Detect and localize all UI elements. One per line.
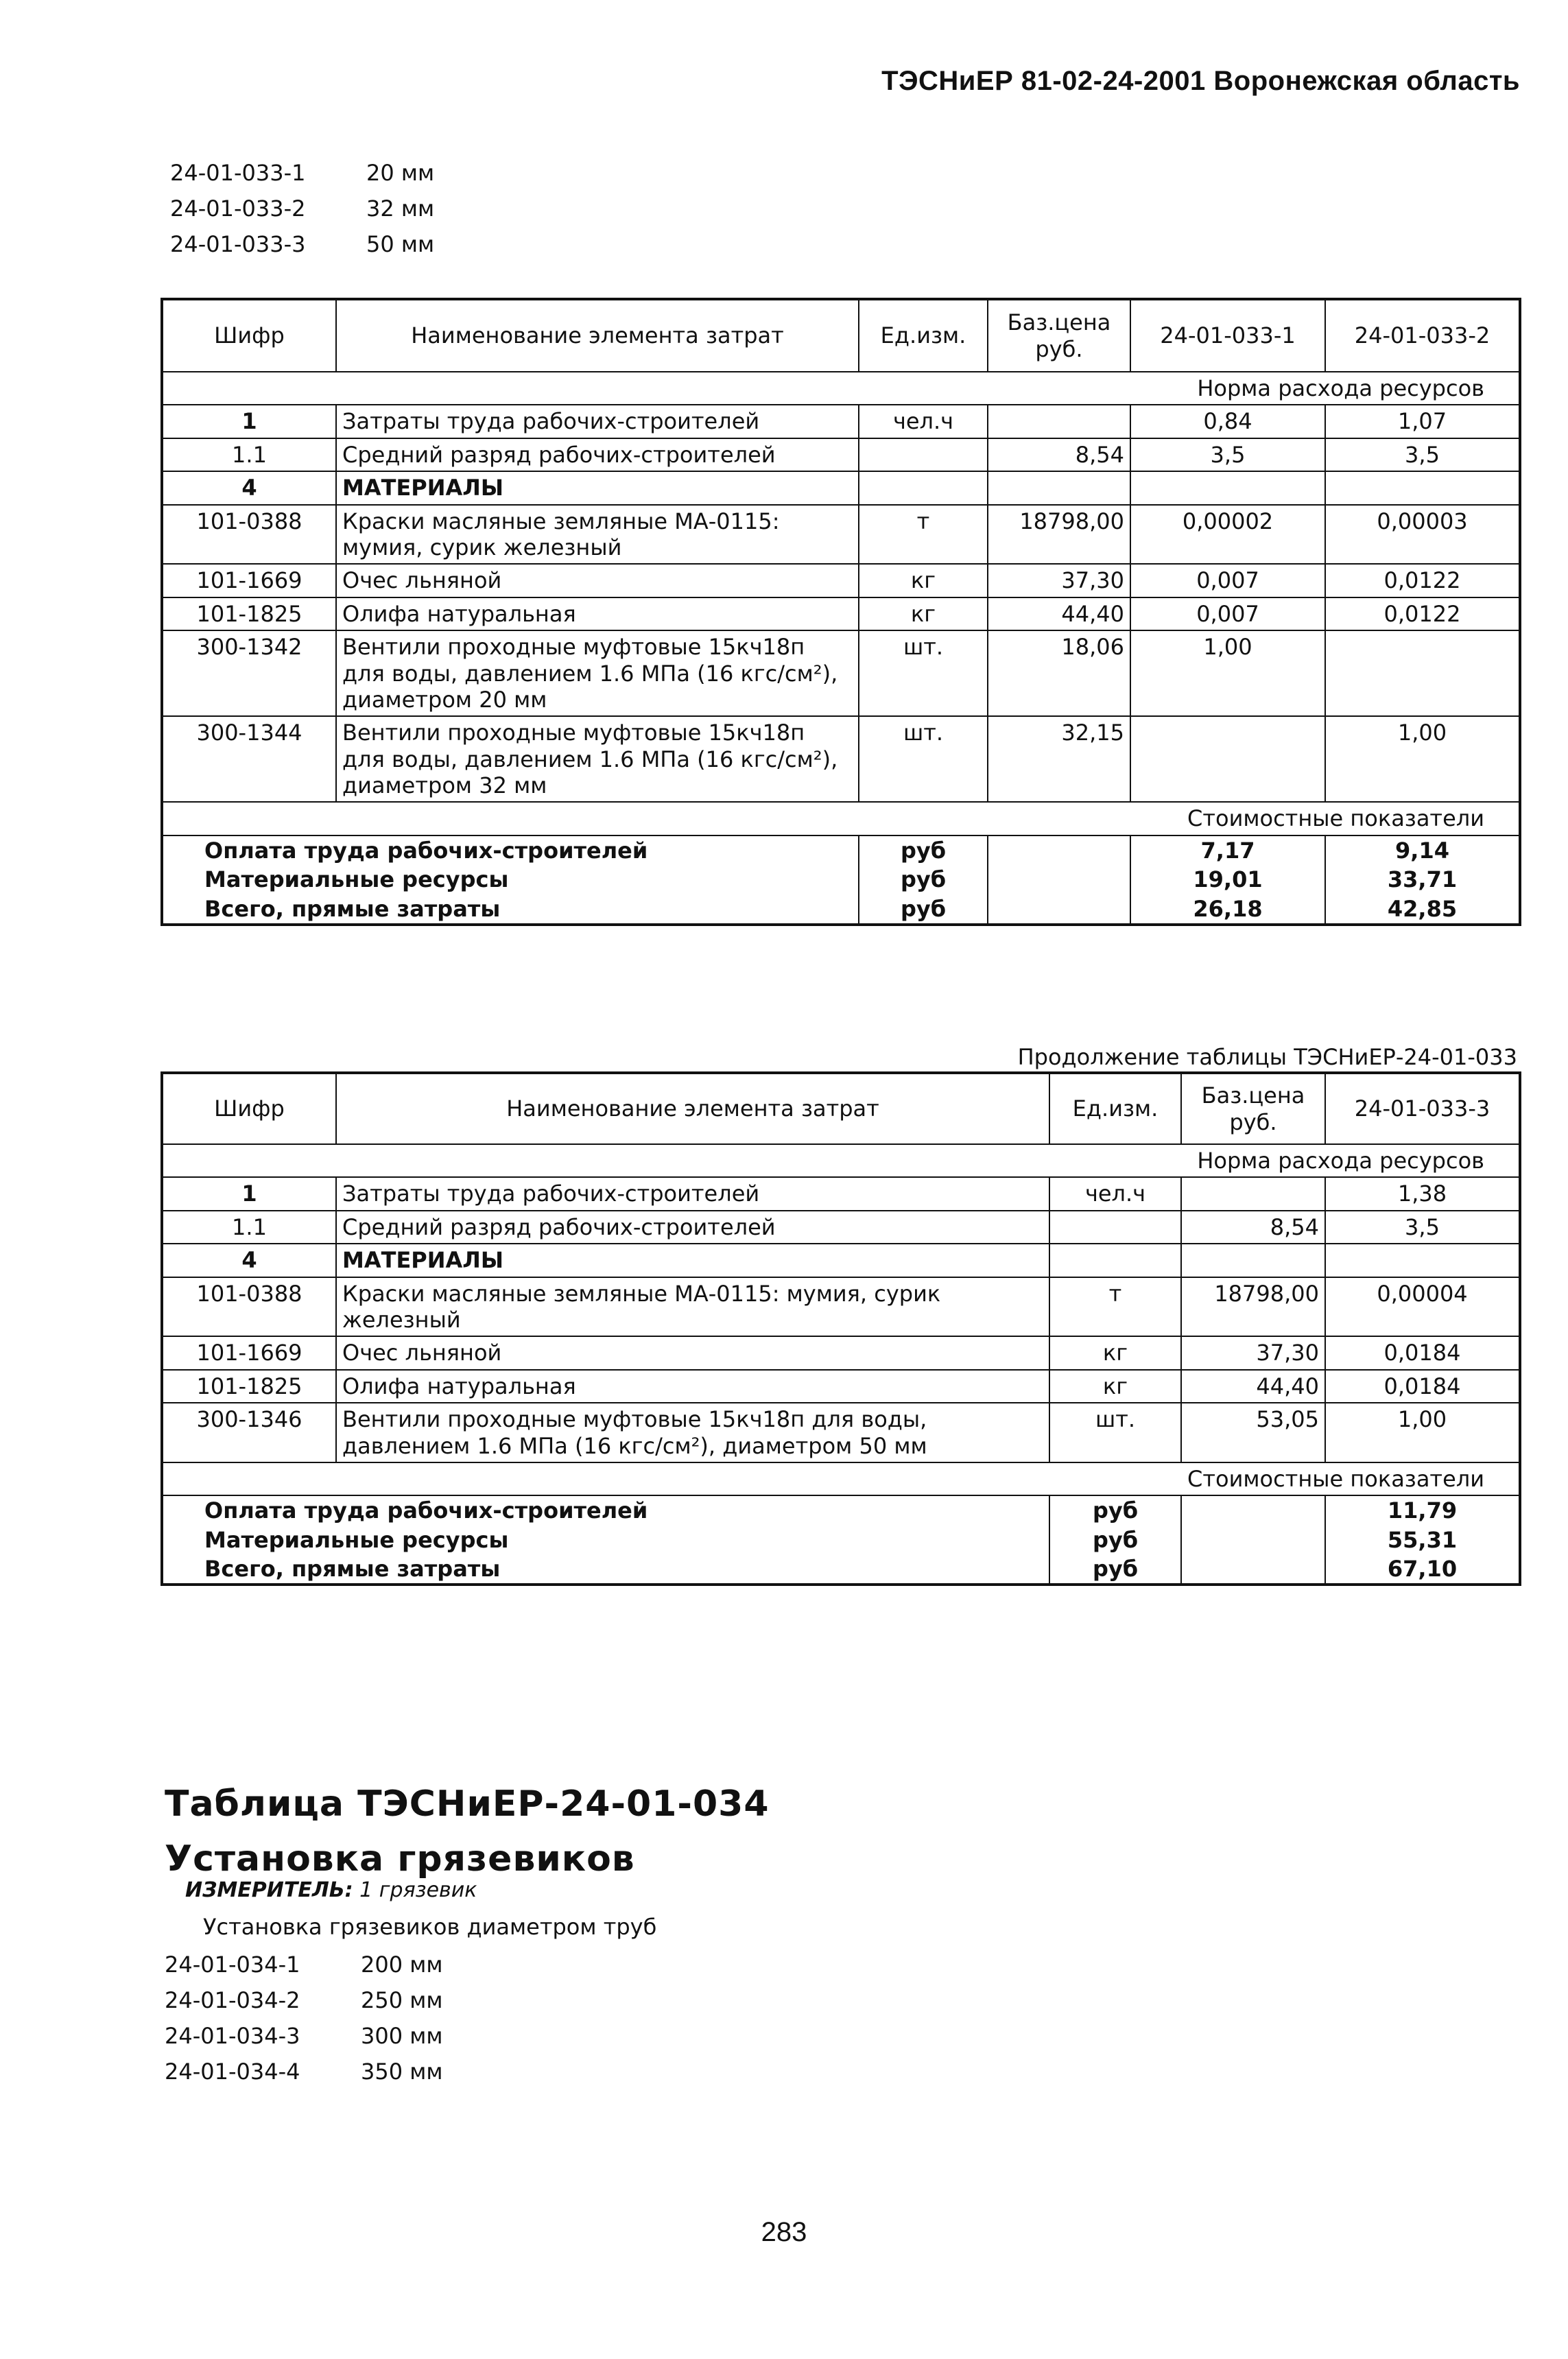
table-row <box>162 505 1520 565</box>
table-row <box>162 1244 1520 1277</box>
table-row <box>162 1403 1520 1462</box>
row-name: Краски масляные земляные МА-0115: мумия, сурик железный <box>336 505 859 565</box>
row-unit: кг <box>1049 1370 1181 1403</box>
row-code: 300-1346 <box>162 1403 336 1462</box>
cost-name: Всего, прямые затраты <box>162 1554 1049 1585</box>
table-row <box>162 1177 1520 1210</box>
variant-size: 200 мм <box>361 1952 443 1978</box>
next-table-title: Таблица ТЭСНиЕР-24-01-034 <box>165 1783 770 1825</box>
cost-value: 67,10 <box>1325 1554 1520 1585</box>
row-value: 1,00 <box>1325 1403 1520 1462</box>
row-value: 0,0122 <box>1325 597 1520 630</box>
cost-value: 26,18 <box>1130 894 1325 925</box>
row-name: Средний разряд рабочих-строителей <box>336 1211 1049 1244</box>
table-header-row <box>162 1073 1520 1144</box>
row-price: 53,05 <box>1181 1403 1325 1462</box>
resource-table-033-3 <box>161 1071 1521 1586</box>
row-unit <box>1049 1211 1181 1244</box>
table-row <box>162 630 1520 716</box>
table-row <box>162 1277 1520 1337</box>
next-table-description: Установка грязевиков диаметром труб <box>203 1914 657 1940</box>
measure-unit-value: 1 грязевик <box>359 1878 477 1902</box>
row-value: 1,00 <box>1325 716 1520 802</box>
row-value: 0,0122 <box>1325 564 1520 597</box>
column-header: Шифр <box>162 299 336 372</box>
row-value: 1,38 <box>1325 1177 1520 1210</box>
cost-price-empty <box>1181 1495 1325 1525</box>
column-header: 24-01-033-3 <box>1325 1073 1520 1144</box>
column-header: Наименование элемента затрат <box>336 299 859 372</box>
variant-row <box>165 2025 443 2061</box>
cost-value: 33,71 <box>1325 865 1520 894</box>
table-row <box>162 1370 1520 1403</box>
row-price: 8,54 <box>1181 1211 1325 1244</box>
cost-unit: руб <box>1049 1554 1181 1585</box>
cost-row <box>162 835 1520 865</box>
cost-value: 9,14 <box>1325 835 1520 865</box>
row-code: 1 <box>162 405 336 438</box>
row-price <box>1181 1244 1325 1277</box>
page-header: ТЭСНиЕР 81-02-24-2001 Воронежская область <box>881 66 1520 96</box>
cost-value: 55,31 <box>1325 1526 1520 1554</box>
table-row <box>162 438 1520 471</box>
cost-unit: руб <box>859 894 988 925</box>
column-header: Баз.цена руб. <box>1181 1073 1325 1144</box>
row-unit: чел.ч <box>1049 1177 1181 1210</box>
table-row <box>162 471 1520 504</box>
row-name: Краски масляные земляные МА-0115: мумия, сурик железный <box>336 1277 1049 1337</box>
row-value: 0,84 <box>1130 405 1325 438</box>
variant-code: 24-01-034-3 <box>165 2023 300 2049</box>
column-header: Ед.изм. <box>1049 1073 1181 1144</box>
cost-row <box>162 1526 1520 1554</box>
variant-code: 24-01-034-2 <box>165 1987 300 2013</box>
variant-size: 250 мм <box>361 1987 443 2013</box>
cost-price-empty <box>988 894 1130 925</box>
table-row <box>162 716 1520 802</box>
cost-name: Всего, прямые затраты <box>162 894 859 925</box>
row-value: 0,007 <box>1130 564 1325 597</box>
variant-code: 24-01-034-4 <box>165 2059 300 2085</box>
section-label: Норма расхода ресурсов <box>162 1144 1520 1177</box>
page-number: 283 <box>761 2217 807 2247</box>
row-code: 4 <box>162 471 336 504</box>
row-code: 1.1 <box>162 438 336 471</box>
cost-unit: руб <box>859 835 988 865</box>
variant-list-034 <box>165 1954 443 2096</box>
section-row <box>162 1462 1520 1495</box>
cost-unit: руб <box>859 865 988 894</box>
row-name: Олифа натуральная <box>336 1370 1049 1403</box>
row-value <box>1325 1244 1520 1277</box>
variant-row <box>170 162 434 198</box>
variant-code: 24-01-033-1 <box>170 160 306 186</box>
cost-unit: руб <box>1049 1495 1181 1525</box>
row-code: 300-1342 <box>162 630 336 716</box>
row-unit: т <box>859 505 988 565</box>
row-unit: кг <box>859 564 988 597</box>
row-value: 1,07 <box>1325 405 1520 438</box>
row-name: Вентили проходные муфтовые 15кч18п для воды, давлением 1.6 МПа (16 кгс/см²), диаметром 32 мм <box>336 716 859 802</box>
row-price <box>988 471 1130 504</box>
row-value: 0,0184 <box>1325 1336 1520 1369</box>
row-value <box>1325 471 1520 504</box>
row-value: 0,007 <box>1130 597 1325 630</box>
table-row <box>162 405 1520 438</box>
row-price: 44,40 <box>988 597 1130 630</box>
section-label: Стоимостные показатели <box>162 802 1520 835</box>
row-unit: кг <box>859 597 988 630</box>
row-unit: шт. <box>859 630 988 716</box>
section-label: Норма расхода ресурсов <box>162 372 1520 405</box>
variant-row <box>165 1954 443 1989</box>
row-unit <box>859 438 988 471</box>
row-unit: т <box>1049 1277 1181 1337</box>
cost-row <box>162 1495 1520 1525</box>
cost-value: 11,79 <box>1325 1495 1520 1525</box>
cost-price-empty <box>1181 1526 1325 1554</box>
section-label: Стоимостные показатели <box>162 1462 1520 1495</box>
cost-name: Оплата труда рабочих-строителей <box>162 1495 1049 1525</box>
variant-row <box>170 195 435 233</box>
row-price <box>988 405 1130 438</box>
cost-name: Материальные ресурсы <box>162 865 859 894</box>
table-row <box>162 597 1520 630</box>
row-code: 101-1825 <box>162 1370 336 1403</box>
measure-unit-line <box>185 1878 477 1902</box>
row-unit: шт. <box>859 716 988 802</box>
column-header: Ед.изм. <box>859 299 988 372</box>
row-price <box>1181 1177 1325 1210</box>
column-header: Шифр <box>162 1073 336 1144</box>
cost-row <box>162 1554 1520 1585</box>
row-code: 101-1825 <box>162 597 336 630</box>
section-row <box>162 802 1520 835</box>
variant-list-033 <box>170 162 434 269</box>
row-price: 18798,00 <box>1181 1277 1325 1337</box>
resource-table-033-1-2 <box>161 298 1521 926</box>
variant-size: 20 мм <box>366 160 435 186</box>
row-name: Олифа натуральная <box>336 597 859 630</box>
row-name: Очес льняной <box>336 1336 1049 1369</box>
variant-row <box>165 2061 443 2096</box>
row-name: Вентили проходные муфтовые 15кч18п для воды, давлением 1.6 МПа (16 кгс/см²), диаметром 20 мм <box>336 630 859 716</box>
variant-size: 350 мм <box>361 2059 443 2085</box>
column-header: 24-01-033-1 <box>1130 299 1325 372</box>
cost-row <box>162 894 1520 925</box>
cost-unit: руб <box>1049 1526 1181 1554</box>
section-row <box>162 372 1520 405</box>
cost-price-empty <box>988 865 1130 894</box>
row-name: МАТЕРИАЛЫ <box>336 471 859 504</box>
row-price: 8,54 <box>988 438 1130 471</box>
cost-value: 42,85 <box>1325 894 1520 925</box>
cost-price-empty <box>988 835 1130 865</box>
variant-row <box>170 233 434 269</box>
table-row <box>162 1211 1520 1244</box>
row-name: Затраты труда рабочих-строителей <box>336 405 859 438</box>
variant-row <box>165 1989 443 2025</box>
table-continuation-note: Продолжение таблицы ТЭСНиЕР-24-01-033 <box>1017 1044 1517 1070</box>
measure-unit-label: ИЗМЕРИТЕЛЬ: <box>185 1878 353 1902</box>
row-value: 0,00004 <box>1325 1277 1520 1337</box>
row-code: 1 <box>162 1177 336 1210</box>
variant-size: 32 мм <box>366 195 435 222</box>
row-name: Вентили проходные муфтовые 15кч18п для воды, давлением 1.6 МПа (16 кгс/см²), диаметром 50 мм <box>336 1403 1049 1462</box>
row-price: 18798,00 <box>988 505 1130 565</box>
variant-code: 24-01-033-3 <box>170 231 306 257</box>
row-value: 0,0184 <box>1325 1370 1520 1403</box>
column-header: 24-01-033-2 <box>1325 299 1520 372</box>
row-code: 4 <box>162 1244 336 1277</box>
row-unit: чел.ч <box>859 405 988 438</box>
row-value: 3,5 <box>1325 438 1520 471</box>
row-unit: кг <box>1049 1336 1181 1369</box>
row-value <box>1130 471 1325 504</box>
row-name: Очес льняной <box>336 564 859 597</box>
column-header: Наименование элемента затрат <box>336 1073 1049 1144</box>
column-header: Баз.цена руб. <box>988 299 1130 372</box>
variant-size: 50 мм <box>366 231 435 257</box>
row-code: 1.1 <box>162 1211 336 1244</box>
cost-name: Материальные ресурсы <box>162 1526 1049 1554</box>
row-value: 0,00003 <box>1325 505 1520 565</box>
cost-name: Оплата труда рабочих-строителей <box>162 835 859 865</box>
row-price: 37,30 <box>1181 1336 1325 1369</box>
row-value: 0,00002 <box>1130 505 1325 565</box>
row-price: 18,06 <box>988 630 1130 716</box>
variant-code: 24-01-033-2 <box>170 195 306 222</box>
cost-value: 7,17 <box>1130 835 1325 865</box>
row-code: 300-1344 <box>162 716 336 802</box>
row-value: 3,5 <box>1130 438 1325 471</box>
variant-size: 300 мм <box>361 2023 443 2049</box>
row-price: 44,40 <box>1181 1370 1325 1403</box>
row-code: 101-0388 <box>162 1277 336 1337</box>
row-code: 101-1669 <box>162 564 336 597</box>
row-name: МАТЕРИАЛЫ <box>336 1244 1049 1277</box>
row-code: 101-0388 <box>162 505 336 565</box>
cost-price-empty <box>1181 1554 1325 1585</box>
row-unit <box>859 471 988 504</box>
row-name: Затраты труда рабочих-строителей <box>336 1177 1049 1210</box>
row-value: 1,00 <box>1130 630 1325 716</box>
cost-row <box>162 865 1520 894</box>
row-name: Средний разряд рабочих-строителей <box>336 438 859 471</box>
cost-value: 19,01 <box>1130 865 1325 894</box>
next-table-subtitle: Установка грязевиков <box>165 1838 635 1880</box>
table-row <box>162 1336 1520 1369</box>
row-value: 3,5 <box>1325 1211 1520 1244</box>
row-price: 37,30 <box>988 564 1130 597</box>
row-unit <box>1049 1244 1181 1277</box>
row-value <box>1130 716 1325 802</box>
table-header-row <box>162 299 1520 372</box>
row-price: 32,15 <box>988 716 1130 802</box>
section-row <box>162 1144 1520 1177</box>
variant-code: 24-01-034-1 <box>165 1952 300 1978</box>
row-value <box>1325 630 1520 716</box>
row-unit: шт. <box>1049 1403 1181 1462</box>
row-code: 101-1669 <box>162 1336 336 1369</box>
table-row <box>162 564 1520 597</box>
